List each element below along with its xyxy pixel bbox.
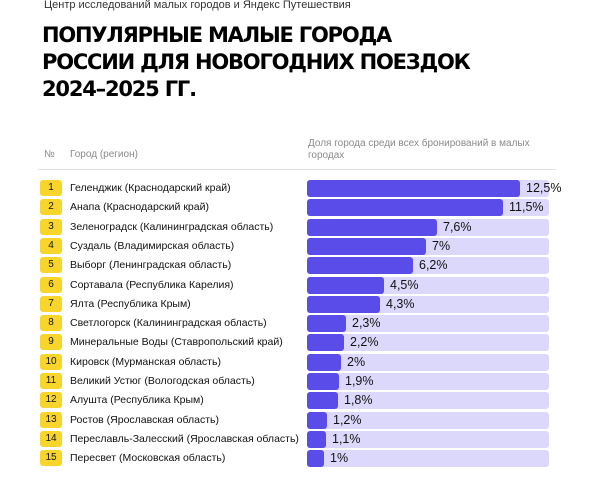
bar: [307, 334, 344, 351]
data-label: 6,2%: [419, 258, 448, 273]
bar-track: [307, 412, 549, 429]
table-row: [0, 256, 605, 275]
bar-track: [307, 219, 549, 236]
rank-badge: 8: [40, 315, 62, 331]
rank-badge: 15: [40, 450, 62, 466]
table-row: [0, 430, 605, 449]
city-label: Алушта (Республика Крым): [70, 394, 204, 407]
bar-track: [307, 296, 549, 313]
city-label: Выборг (Ленинградская область): [70, 259, 232, 272]
city-label: Минеральные Воды (Ставропольский край): [70, 336, 283, 349]
bar-track: [307, 373, 549, 390]
bar: [307, 354, 341, 371]
bar: [307, 412, 327, 429]
data-label: 7,6%: [443, 219, 472, 234]
city-label: Суздаль (Владимирская область): [70, 239, 235, 252]
bar-track: [307, 257, 549, 274]
rank-badge: 4: [40, 238, 62, 254]
bar: [307, 199, 503, 216]
bar: [307, 296, 380, 313]
rank-badge: 9: [40, 334, 62, 350]
table-row: [0, 179, 605, 198]
rank-badge: 1: [40, 180, 62, 196]
bar-track: [307, 277, 549, 294]
city-label: Геленджик (Краснодарский край): [70, 182, 231, 194]
rank-badge: 2: [40, 199, 62, 215]
data-label: 4,5%: [390, 277, 419, 292]
data-label: 11,5%: [509, 200, 544, 215]
bar: [307, 373, 339, 390]
table-row: [0, 198, 605, 217]
bar-track: [307, 199, 549, 216]
city-label: Анапа (Краснодарский край): [70, 201, 209, 214]
rank-badge: 5: [40, 257, 62, 273]
city-label: Переславль-Залесский (Ярославская область): [70, 432, 299, 445]
rank-badge: 14: [40, 431, 62, 447]
title-line-1: ПОПУЛЯРНЫЕ МАЛЫЕ ГОРОДА: [42, 23, 392, 47]
bar: [307, 257, 413, 274]
bar-track: [307, 354, 549, 371]
column-header-city: Город (регион): [70, 149, 138, 160]
data-label: 1,9%: [345, 374, 374, 388]
table-row: [0, 449, 605, 468]
chart-title: [42, 22, 470, 103]
bar-track: [307, 180, 562, 197]
title-line-2: РОССИИ ДЛЯ НОВОГОДНИХ ПОЕЗДОК: [42, 50, 470, 74]
city-label: Зеленоградск (Калининградская область): [70, 220, 274, 233]
bar: [307, 315, 346, 332]
title-line-3: 2024–2025 ГГ.: [42, 77, 196, 101]
rank-badge: 7: [40, 296, 62, 312]
data-label: 4,3%: [386, 296, 415, 311]
table-row: [0, 333, 605, 352]
table-row: [0, 372, 605, 391]
bar: [307, 219, 437, 236]
data-label: 2,3%: [352, 316, 381, 331]
bar: [307, 392, 338, 409]
data-label: 1%: [330, 451, 349, 466]
city-label: Ростов (Ярославская область): [70, 413, 219, 426]
bar: [307, 180, 520, 197]
table-row: [0, 391, 605, 410]
bar: [307, 450, 324, 467]
data-label: 1,2%: [333, 412, 362, 427]
bar: [307, 431, 326, 448]
table-row: [0, 295, 605, 314]
bar-track: [307, 431, 549, 448]
column-header-share: Доля города среди всех бронирований в малых городах: [308, 138, 530, 161]
table-row: [0, 218, 605, 237]
data-label: 12,5%: [526, 181, 562, 195]
rank-badge: 6: [40, 277, 62, 293]
rank-badge: 10: [40, 354, 62, 370]
rank-badge: 12: [40, 392, 62, 408]
table-row: [0, 237, 605, 256]
city-label: Светлогорск (Калининградская область): [70, 317, 267, 330]
rank-badge: 3: [40, 219, 62, 235]
bar: [307, 277, 384, 294]
table-row: [0, 276, 605, 295]
bar-track: [307, 238, 549, 255]
column-header-number: №: [44, 149, 55, 160]
data-label: 1,8%: [344, 393, 373, 408]
header-divider: [38, 169, 556, 170]
city-label: Великий Устюг (Вологодская область): [70, 375, 255, 387]
bar-track: [307, 334, 549, 351]
city-label: Ялта (Республика Крым): [70, 297, 191, 310]
bar-track: [307, 315, 549, 332]
city-label: Кировск (Мурманская область): [70, 355, 221, 368]
bar-track: [307, 392, 549, 409]
data-label: 7%: [432, 238, 451, 253]
table-row: [0, 353, 605, 372]
city-label: Пересвет (Московская область): [70, 452, 226, 465]
data-label: 1,1%: [332, 431, 361, 446]
data-label: 2,2%: [350, 335, 379, 350]
table-row: [0, 314, 605, 333]
data-label: 2%: [347, 354, 366, 369]
source-caption: Центр исследований малых городов и Яндекс Путешествия: [44, 0, 351, 11]
rank-badge: 13: [40, 412, 62, 428]
bar: [307, 238, 426, 255]
bar-track: [307, 450, 549, 467]
city-label: Сортавала (Республика Карелия): [70, 278, 234, 291]
rank-badge: 11: [40, 373, 62, 389]
table-row: [0, 411, 605, 430]
